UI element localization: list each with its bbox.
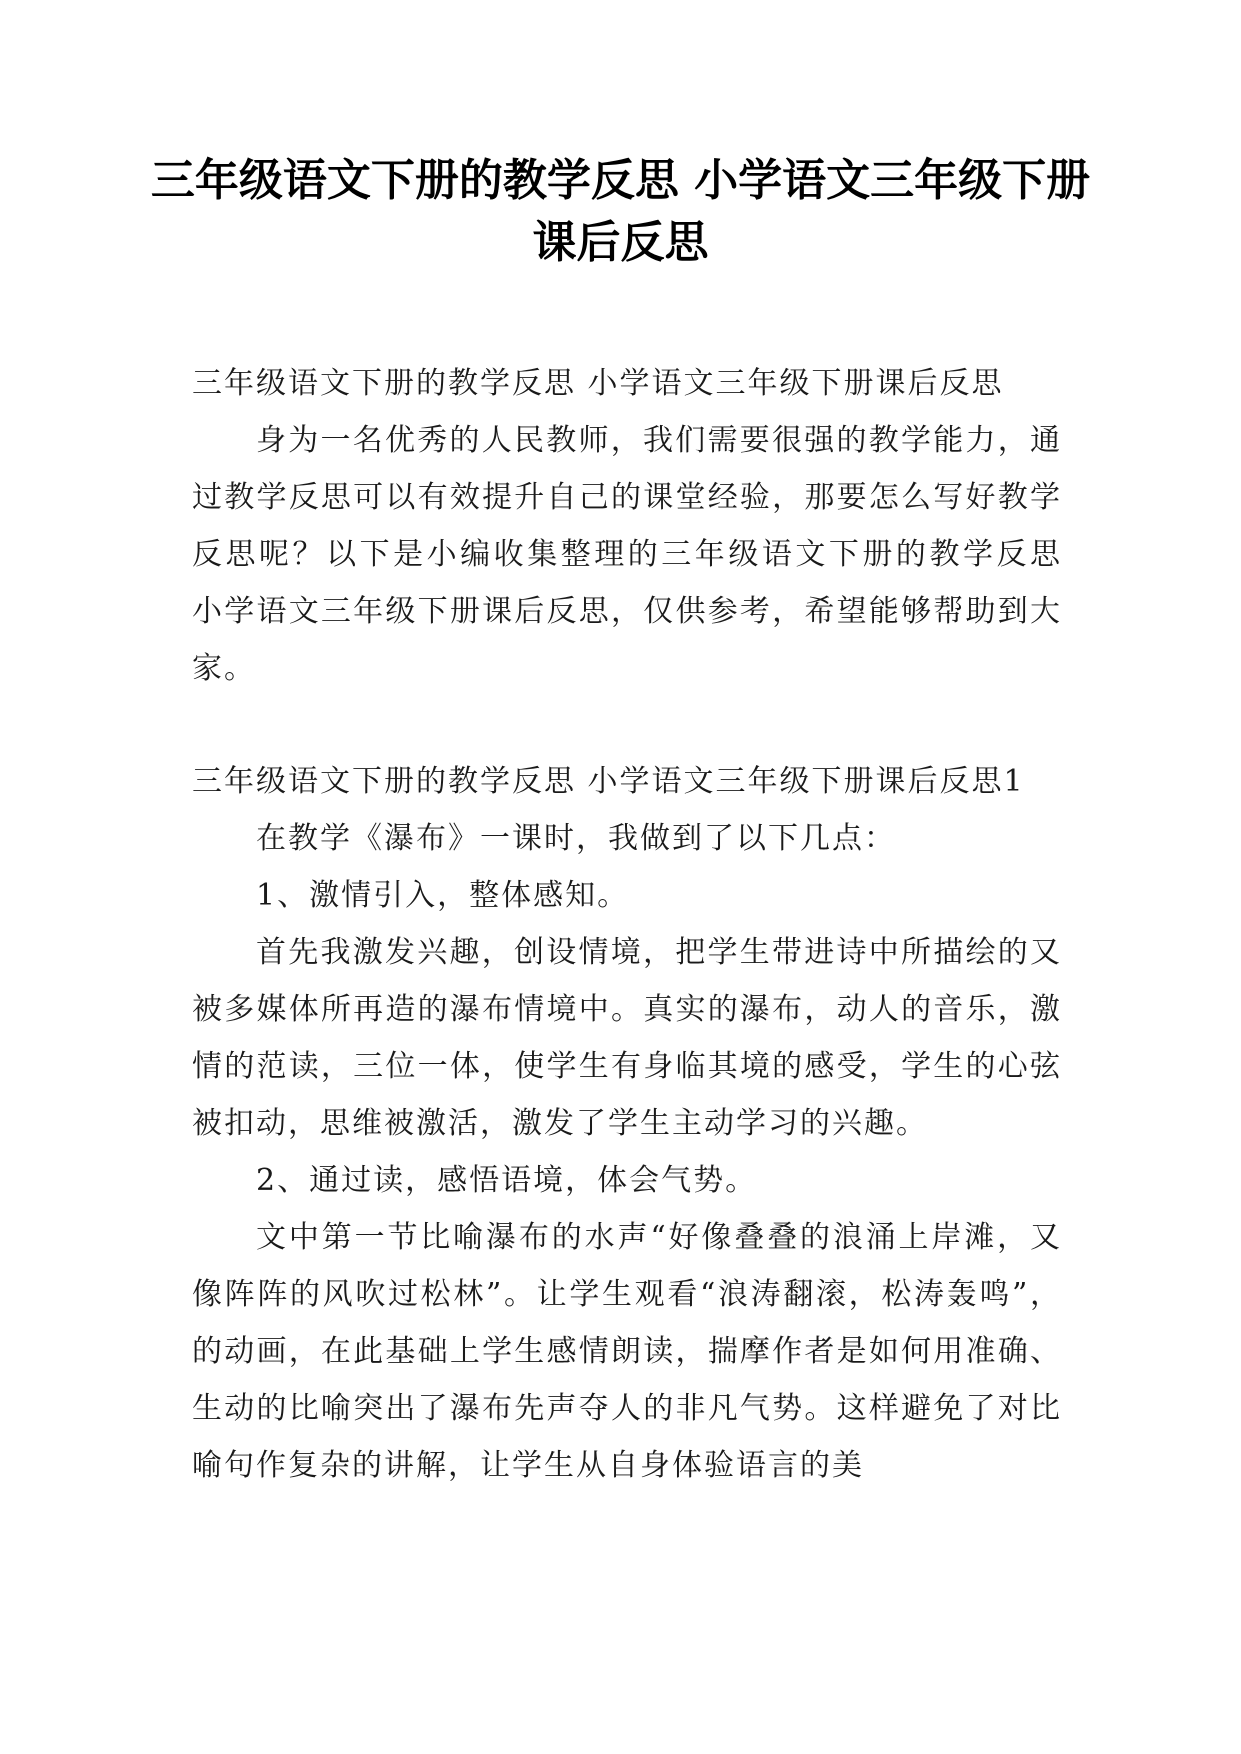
- lesson-intro-paragraph: 在教学《瀑布》一课时，我做到了以下几点：: [256, 821, 896, 856]
- section-heading: 三年级语文下册的教学反思 小学语文三年级下册课后反思1: [192, 764, 1025, 799]
- point-two-heading: 2、通过读，感悟语境，体会气势。: [256, 1163, 758, 1198]
- point-two-paragraph: 文中第一节比喻瀑布的水声“好像叠叠的浪涌上岸滩，又像阵阵的风吹过松林”。让学生观看“浪涛翻滚，松涛轰鸣”，的动画，在此基础上学生感情朗读，揣摩作者是如何用准确、生动的比喻突出了瀑布先声夺人的非凡气势。这样避免了对比喻句作复杂的讲解，让学生从自身体验语言的美: [192, 1220, 1062, 1483]
- point-one-paragraph: 首先我激发兴趣，创设情境，把学生带进诗中所描绘的又被多媒体所再造的瀑布情境中。真实的瀑布，动人的音乐，激情的范读，三位一体，使学生有身临其境的感受，学生的心弦被扣动，思维被激活，激发了学生主动学习的兴趣。: [192, 935, 1062, 1141]
- document-title: 三年级语文下册的教学反思 小学语文三年级下册课后反思: [150, 155, 1091, 268]
- subtitle-line: 三年级语文下册的教学反思 小学语文三年级下册课后反思: [192, 366, 1004, 401]
- point-one-heading: 1、激情引入，整体感知。: [256, 878, 630, 913]
- intro-paragraph: 身为一名优秀的人民教师，我们需要很强的教学能力，通过教学反思可以有效提升自己的课堂经验，那要怎么写好教学反思呢？以下是小编收集整理的三年级语文下册的教学反思 小学语文三年级下册课后反思，仅供参考，希望能够帮助到大家。: [192, 423, 1062, 686]
- document-body: [192, 355, 1062, 1494]
